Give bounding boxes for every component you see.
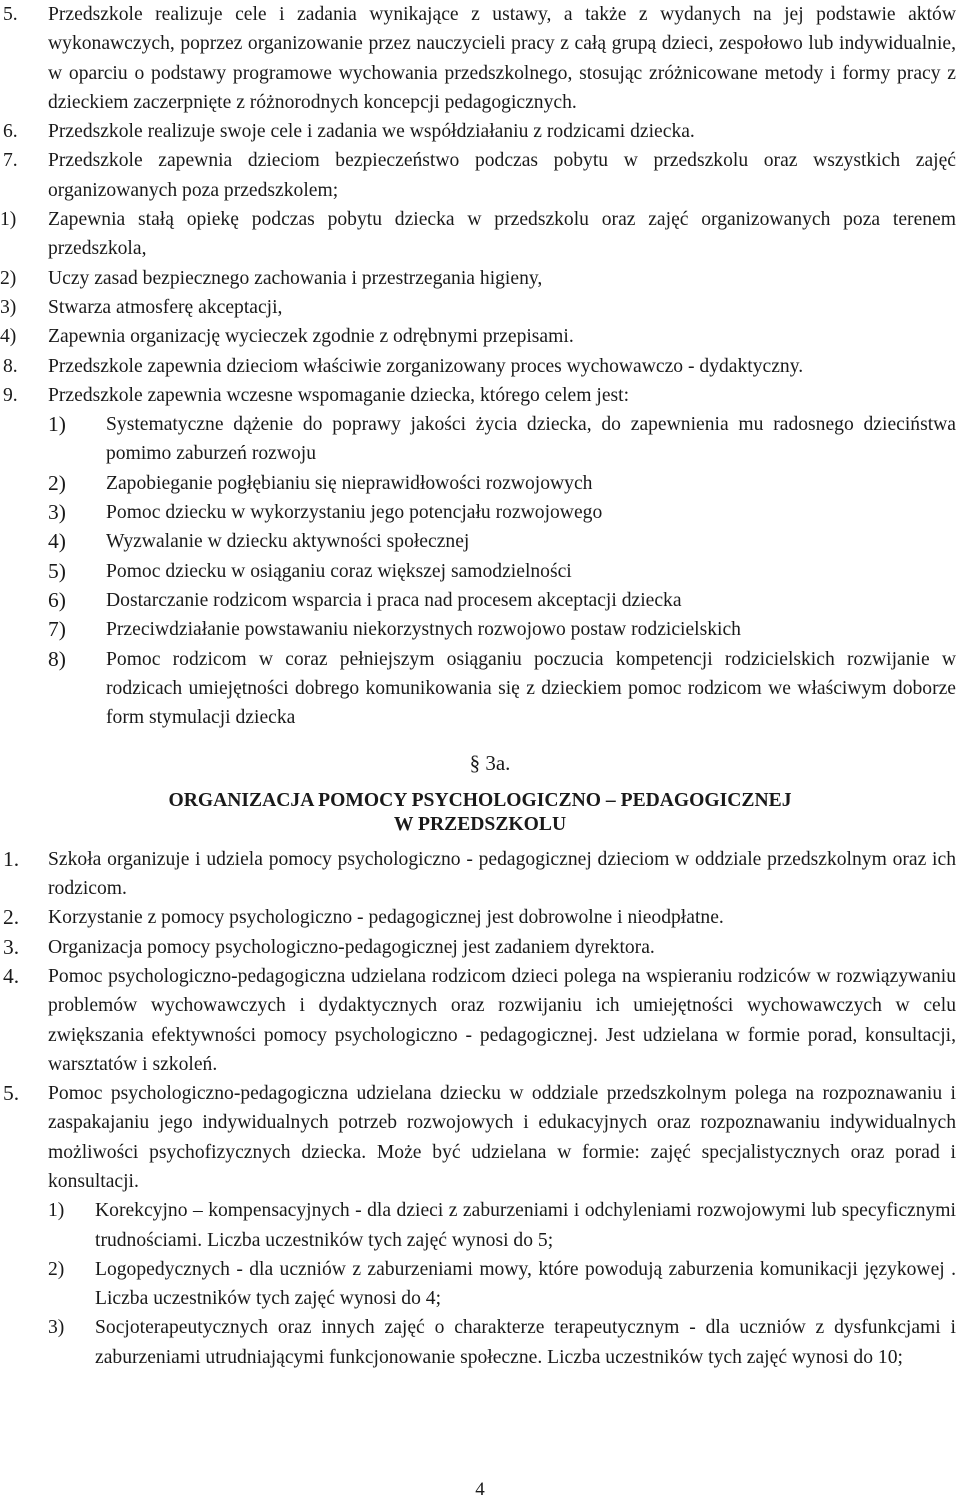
sub-item-text: Pomoc dziecku w wykorzystaniu jego potencjału rozwojowego bbox=[106, 502, 603, 524]
item-number: 4. bbox=[3, 963, 20, 988]
list-item bbox=[0, 1079, 956, 1196]
sub-item-number: 4) bbox=[0, 326, 17, 348]
sub-item bbox=[0, 1313, 956, 1372]
section-number: § 3a. bbox=[469, 751, 511, 776]
sub-item bbox=[0, 410, 956, 469]
sub-item-number: 6) bbox=[48, 587, 66, 612]
sub-item-text: Wyzwalanie w dziecku aktywności społecznej bbox=[106, 531, 470, 553]
sub-item-number: 2) bbox=[48, 470, 66, 495]
item-number: 8. bbox=[3, 355, 18, 377]
sub-item bbox=[0, 527, 956, 556]
list-item bbox=[0, 0, 956, 117]
section-heading bbox=[0, 789, 960, 837]
list-item bbox=[0, 117, 956, 146]
item-text: Przedszkole realizuje cele i zadania wynikające z ustawy, a także z wydanych na jej podstawie aktów wykonawczych, poprzez organizowanie przez nauczycieli pracy z całą grupą dzieci, zespołowo lub indywidualnie, w oparciu o podstawy programowe wychowania przedszkolnego, stosując zróżnicowane metody i formy pracy z dzieckiem zaczerpnięte z różnorodnych koncepcji pedagogicznych. bbox=[48, 4, 956, 113]
item-number: 6. bbox=[3, 121, 18, 143]
sub-item-number: 7) bbox=[48, 617, 66, 642]
sub-item bbox=[0, 645, 956, 733]
sub-item bbox=[0, 205, 956, 264]
sub-item-text: Korekcyjno – kompensacyjnych - dla dzieci z zaburzeniami i odchyleniami rozwojowymi lub specyficznymi trudnościami. Liczba uczestników tych zajęć wynosi do 5; bbox=[95, 1200, 956, 1251]
item-text: Organizacja pomocy psychologiczno-pedagogicznej jest zadaniem dyrektora. bbox=[48, 936, 655, 958]
item-text: Pomoc psychologiczno-pedagogiczna udzielana rodzicom dzieci polega na wspieraniu rodziców w rozwiązywaniu problemów wychowawczych i dydaktycznych oraz rozwijaniu ich umiejętności wychowawczych w celu zwiększania efektywności pomocy psychologiczno - pedagogicznej. Jest udzielana w formie porad, konsultacji, warsztatów i szkoleń. bbox=[48, 965, 956, 1075]
sub-item bbox=[0, 557, 956, 586]
sub-item-text: Zapewnia organizację wycieczek zgodnie z odrębnymi przepisami. bbox=[48, 326, 574, 348]
item-text: Przedszkole zapewnia wczesne wspomaganie dziecka, którego celem jest: bbox=[48, 384, 630, 406]
section-heading-line: ORGANIZACJA POMOCY PSYCHOLOGICZNO – PEDAGOGICZNEJ bbox=[168, 789, 792, 811]
item-number: 3. bbox=[3, 934, 20, 959]
sub-item bbox=[0, 322, 956, 351]
item-text: Przedszkole realizuje swoje cele i zadania we współdziałaniu z rodzicami dziecka. bbox=[48, 121, 695, 143]
sub-item-number: 3) bbox=[48, 500, 66, 525]
sub-item-number: 1) bbox=[48, 412, 66, 437]
sub-item bbox=[0, 498, 956, 527]
list-item bbox=[0, 146, 956, 351]
list-item bbox=[0, 845, 956, 904]
sub-item-text: Stwarza atmosferę akceptacji, bbox=[48, 296, 283, 318]
item-text: Przedszkole zapewnia dzieciom właściwie zorganizowany proces wychowawczo - dydaktyczny. bbox=[48, 355, 804, 377]
list-item bbox=[0, 933, 956, 962]
sub-item-number: 1) bbox=[48, 1200, 65, 1222]
list-item bbox=[0, 903, 956, 932]
sub-item-number: 8) bbox=[48, 646, 66, 671]
item-text: Pomoc psychologiczno-pedagogiczna udzielana dziecku w oddziale przedszkolnym polega na rozpoznawaniu i zaspakajaniu jego indywidualnych potrzeb rozwojowych i edukacyjnych oraz rozpoznawaniu indywidualnych możliwości psychofizycznych dziecka. Może być udzielana w formie: zajęć specjalistycznych oraz porad i konsultacji. bbox=[48, 1083, 956, 1192]
sub-item-number: 5) bbox=[48, 558, 66, 583]
sub-item-number: 3) bbox=[0, 296, 17, 318]
sub-item-number: 2) bbox=[0, 267, 17, 289]
sub-item-text: Pomoc rodzicom w coraz pełniejszym osiąganiu poczucia kompetencji rodzicielskich rozwijanie w rodzicach umiejętności dobrego komunikowania się z dzieckiem pomoc rodzicom we właściwym doborze form stymulacji dziecka bbox=[106, 648, 956, 729]
item-number: 7. bbox=[3, 150, 18, 172]
sub-item-text: Logopedycznych - dla uczniów z zaburzeniami mowy, które powodują zaburzenia komunikacji językowej . Liczba uczestników tych zajęć wynosi do 4; bbox=[95, 1258, 956, 1310]
page-number: 4 bbox=[475, 1479, 485, 1500]
item-text: Przedszkole zapewnia dzieciom bezpieczeństwo podczas pobytu w przedszkolu oraz wszystkich zajęć organizowanych poza przedszkolem; bbox=[48, 150, 956, 201]
sub-item-text: Systematyczne dążenie do poprawy jakości życia dziecka, do zapewnienia mu radosnego dzieciństwa pomimo zaburzeń rozwoju bbox=[106, 414, 956, 465]
sub-item bbox=[0, 615, 956, 644]
sub-item bbox=[0, 469, 956, 498]
sub-item-text: Zapobieganie pogłębianiu się nieprawidłowości rozwojowych bbox=[106, 472, 593, 494]
list-item bbox=[0, 352, 956, 381]
item-number: 5. bbox=[3, 4, 18, 25]
item-text: Korzystanie z pomocy psychologiczno - pedagogicznej jest dobrowolne i nieodpłatne. bbox=[48, 907, 724, 929]
list-item bbox=[0, 381, 956, 410]
item-number: 2. bbox=[3, 905, 20, 930]
sub-item-number: 4) bbox=[48, 529, 66, 554]
item-number: 1. bbox=[3, 846, 20, 871]
sub-item-text: Dostarczanie rodzicom wsparcia i praca nad procesem akceptacji dziecka bbox=[106, 589, 682, 611]
sub-item-text: Przeciwdziałanie powstawaniu niekorzystnych rozwojowo postaw rodzicielskich bbox=[106, 619, 741, 641]
sub-item bbox=[0, 1196, 956, 1255]
sub-item bbox=[0, 264, 956, 293]
sub-item-number: 1) bbox=[0, 209, 17, 231]
sub-item-number: 2) bbox=[48, 1258, 65, 1280]
sub-item-text: Pomoc dziecku w osiąganiu coraz większej samodzielności bbox=[106, 560, 572, 582]
sub-item-text: Uczy zasad bezpiecznego zachowania i przestrzegania higieny, bbox=[48, 267, 543, 289]
sub-item-number: 3) bbox=[48, 1317, 65, 1339]
section-heading-line: W PRZEDSZKOLU bbox=[393, 813, 567, 835]
sub-item bbox=[0, 1255, 956, 1314]
sub-item bbox=[0, 586, 956, 615]
item-number: 5. bbox=[3, 1081, 20, 1106]
sub-item-text: Zapewnia stałą opiekę podczas pobytu dziecka w przedszkolu oraz zajęć organizowanych poza terenem przedszkola, bbox=[48, 209, 956, 260]
item-text: Szkoła organizuje i udziela pomocy psychologiczno - pedagogicznej dzieciom w oddziale przedszkolnym oraz ich rodzicom. bbox=[48, 848, 956, 900]
sub-item bbox=[0, 293, 956, 322]
item-number: 9. bbox=[3, 384, 18, 406]
sub-item-text: Socjoterapeutycznych oraz innych zajęć o charakterze terapeutycznym - dla uczniów z dysfunkcjami i zaburzeniami utrudniającymi funkcjonowanie społeczne. Liczba uczestników tych zajęć wynosi do 10; bbox=[95, 1317, 956, 1368]
list-item bbox=[0, 962, 956, 1079]
